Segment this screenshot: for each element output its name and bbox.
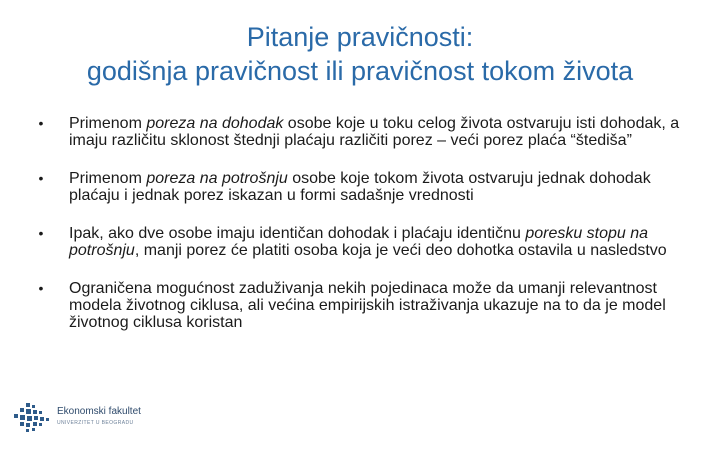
bullet-text: , manji porez će platiti osoba koja je veći deo dohotka ostavila u nasledstvo	[134, 242, 667, 259]
title-line-1: Pitanje pravičnosti:	[246, 22, 474, 52]
bullet-text: osobe koje u toku celog života ostvaruju isti dohodak, a imaju različitu sklonost štednji plaćaju različiti porez – veći porez plaća “štediša”	[69, 115, 680, 149]
slide-title	[0, 20, 720, 88]
bullet-item-2	[36, 170, 686, 204]
bullet-text: Primenom	[69, 115, 147, 132]
bullet-emphasis: poreza na dohodak	[146, 115, 284, 132]
bullet-text: osobe koje tokom života ostvaruju jednak dohodak plaćaju i jednak porez iskazan u formi sadašnje vrednosti	[69, 170, 651, 204]
bullet-text: Ipak, ako dve osobe imaju identičan dohodak i plaćaju identičnu	[69, 225, 526, 242]
bullet-marker: •	[38, 225, 44, 241]
dot-cluster-logo-icon	[12, 403, 52, 435]
logo-subtitle: UNIVERZITET U BEOGRADU	[57, 420, 134, 426]
bullet-emphasis: poresku stopu na potrošnju	[69, 225, 649, 259]
logo-name: Ekonomski fakultet	[57, 406, 141, 417]
bullet-marker: •	[38, 280, 44, 296]
bullet-list	[36, 115, 686, 352]
bullet-emphasis: poreza na potrošnju	[146, 170, 288, 187]
bullet-marker: •	[38, 170, 44, 186]
bullet-text: Ograničena mogućnost zaduživanja nekih pojedinaca može da umanji relevantnost modela životnog ciklusa, ali većina empirijskih istraživanja ukazuje na to da je model životnog ciklusa koristan	[69, 280, 666, 331]
bullet-item-3	[36, 225, 686, 259]
bullet-text: Primenom	[69, 170, 147, 187]
bullet-item-4	[36, 280, 686, 331]
title-line-2: godišnja pravičnost ili pravičnost tokom života	[86, 56, 634, 86]
bullet-item-1	[36, 115, 686, 149]
faculty-logo	[12, 403, 172, 437]
bullet-marker: •	[38, 115, 44, 131]
